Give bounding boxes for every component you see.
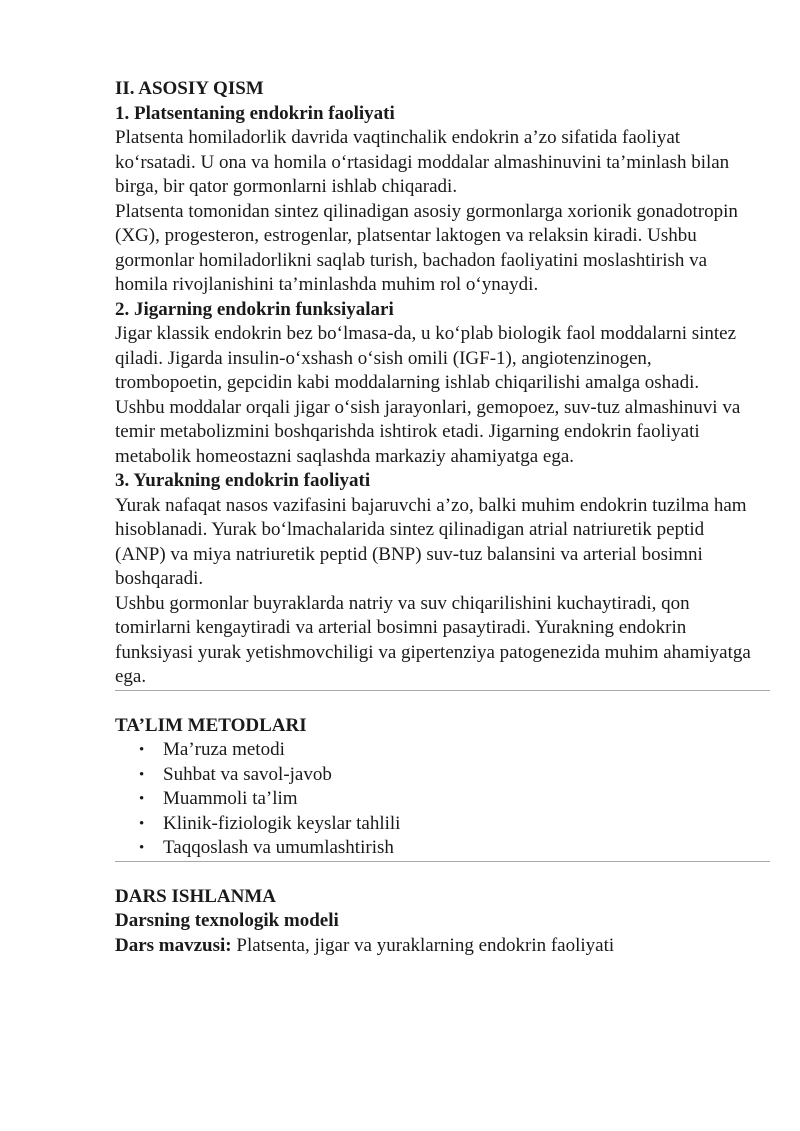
section-heading: II. ASOSIY QISM bbox=[115, 78, 264, 99]
methods-heading: TA’LIM METODLARI bbox=[115, 714, 307, 736]
bullet-icon: • bbox=[139, 766, 145, 783]
bullet-icon: • bbox=[139, 742, 145, 758]
bullet-icon: • bbox=[139, 840, 145, 856]
lesson-topic bbox=[115, 934, 755, 959]
subsection-title-placenta: 1. Platsentaning endokrin faoliyati bbox=[115, 102, 395, 124]
paragraph: Jigar klassik endokrin bez bo‘lmasa-da, u ko‘plab biologik faol moddalarni sintez qiladi. Jigarda insulin-o‘xshash o‘sish omili (IGF-1), angiotenzinogen, trombopoetin, gepcidin kabi moddalarning ishlab chiqarilishi amalga oshadi. bbox=[115, 323, 737, 393]
bullet-icon: • bbox=[139, 791, 145, 807]
list-item: • Ma’ruza metodi bbox=[139, 738, 755, 763]
bullet-icon: • bbox=[139, 815, 145, 832]
subsection-title-liver: 2. Jigarning endokrin funksiyalari bbox=[115, 298, 394, 320]
topic-value: Platsenta, jigar va yuraklarning endokrin faoliyati bbox=[231, 934, 615, 956]
list-item: • Klinik-fiziologik keyslar tahlili bbox=[139, 812, 755, 837]
methods-list bbox=[115, 738, 755, 861]
paragraph: Platsenta homiladorlik davrida vaqtinchalik endokrin a’zo sifatida faoliyat ko‘rsatadi. U ona va homila o‘rtasidagi moddalar almashinuvini ta’minlash bilan birga, bir qator gormonlarni ishlab chiqaradi. bbox=[115, 127, 730, 197]
topic-label: Dars mavzusi: bbox=[115, 934, 232, 956]
lesson-heading: DARS ISHLANMA bbox=[115, 885, 276, 907]
lesson-subheading: Darsning texnologik modeli bbox=[115, 910, 339, 931]
list-item: • Suhbat va savol-javob bbox=[139, 763, 755, 788]
list-item: • Muammoli ta’lim bbox=[139, 787, 755, 812]
subsection-title-heart: 3. Yurakning endokrin faoliyati bbox=[115, 470, 371, 491]
paragraph: Ushbu moddalar orqali jigar o‘sish jarayonlari, gemopoez, suv-tuz almashinuvi va temir metabolizmini boshqarishda ishtirok etadi. Jigarning endokrin faoliyati metabolik homeostazni saqlashda markaziy ahamiyatga ega. bbox=[115, 396, 741, 467]
paragraph: Ushbu gormonlar buyraklarda natriy va suv chiqarilishini kuchaytiradi, qon tomirlarni kengaytiradi va arterial bosimni pasaytiradi. Yurakning endokrin funksiyasi yurak yetishmovchiligi va gipertenziya patogenezida muhim ahamiyatga ega. bbox=[115, 592, 751, 687]
list-item: • Taqqoslash va umumlashtirish bbox=[139, 836, 755, 861]
paragraph: Platsenta tomonidan sintez qilinadigan asosiy gormonlarga xorionik gonadotropin (XG), progesteron, estrogenlar, platsentar laktogen va relaksin kiradi. Ushbu gormonlar homiladorlikni saqlab turish, bachadon faoliyatini moslashtirish va homila rivojlanishini ta’minlashda muhim rol o‘ynaydi. bbox=[115, 200, 738, 295]
document-page bbox=[115, 77, 755, 958]
paragraph: Yurak nafaqat nasos vazifasini bajaruvchi a’zo, balki muhim endokrin tuzilma ham hisoblanadi. Yurak bo‘lmachalarida sintez qilinadigan atrial natriuretik peptid (ANP) va miya natriuretik peptid (BNP) suv-tuz balansini va arterial bosimni boshqaradi. bbox=[115, 494, 747, 589]
